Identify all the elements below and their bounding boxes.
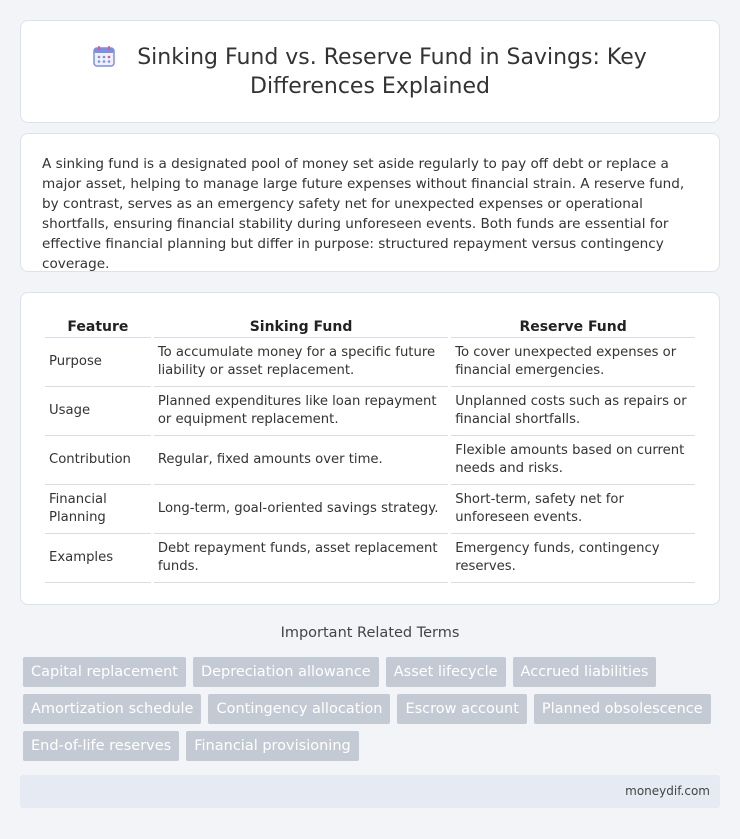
related-term-tag[interactable]: Depreciation allowance <box>193 657 379 687</box>
comparison-table <box>42 316 698 583</box>
footer-site-link[interactable]: moneydif.com <box>625 784 710 798</box>
table-row <box>45 338 695 387</box>
row-feature: Financial Planning <box>45 485 151 534</box>
title-line-2: Differences Explained <box>250 74 490 99</box>
table-header-row <box>45 316 695 338</box>
table-row <box>45 534 695 583</box>
row-sinking: To accumulate money for a specific future liability or asset replacement. <box>154 338 448 387</box>
row-sinking: Long-term, goal-oriented savings strategy. <box>154 485 448 534</box>
table-row <box>45 485 695 534</box>
related-term-tag[interactable]: Contingency allocation <box>208 694 390 724</box>
related-term-tag[interactable]: Amortization schedule <box>23 694 201 724</box>
row-sinking: Planned expenditures like loan repayment or equipment replacement. <box>154 387 448 436</box>
row-reserve: Emergency funds, contingency reserves. <box>451 534 695 583</box>
related-term-tag[interactable]: Capital replacement <box>23 657 186 687</box>
intro-paragraph: A sinking fund is a designated pool of money set aside regularly to pay off debt or replace a major asset, helping to manage large future expenses without financial strain. A reserve fund, by contrast, serves as an emergency safety net for unexpected expenses or operational shortfalls, ensuring financial stability during unforeseen events. Both funds are essential for effective financial planning but differ in purpose: structured repayment versus contingency coverage. <box>42 156 685 272</box>
row-reserve: Unplanned costs such as repairs or financial shortfalls. <box>451 387 695 436</box>
related-term-tag[interactable]: Planned obsolescence <box>534 694 711 724</box>
calendar-icon <box>93 45 115 67</box>
intro-card <box>20 133 720 272</box>
row-sinking: Regular, fixed amounts over time. <box>154 436 448 485</box>
row-feature: Purpose <box>45 338 151 387</box>
table-row <box>45 436 695 485</box>
page-title <box>21 43 719 101</box>
row-reserve: Flexible amounts based on current needs and risks. <box>451 436 695 485</box>
footer <box>20 775 720 808</box>
row-feature: Contribution <box>45 436 151 485</box>
row-sinking: Debt repayment funds, asset replacement funds. <box>154 534 448 583</box>
table-row <box>45 387 695 436</box>
related-term-tag[interactable]: Asset lifecycle <box>386 657 506 687</box>
title-card <box>20 20 720 123</box>
row-reserve: Short-term, safety net for unforeseen events. <box>451 485 695 534</box>
row-feature: Usage <box>45 387 151 436</box>
related-term-tag[interactable]: Escrow account <box>397 694 526 724</box>
row-reserve: To cover unexpected expenses or financial emergencies. <box>451 338 695 387</box>
row-feature: Examples <box>45 534 151 583</box>
related-terms-heading: Important Related Terms <box>280 625 460 641</box>
header-feature: Feature <box>45 316 151 338</box>
related-terms-list <box>23 657 713 761</box>
related-term-tag[interactable]: Accrued liabilities <box>513 657 657 687</box>
header-reserve-fund: Reserve Fund <box>451 316 695 338</box>
header-sinking-fund: Sinking Fund <box>154 316 448 338</box>
title-line-1: Sinking Fund vs. Reserve Fund in Savings: Key <box>137 45 647 70</box>
related-term-tag[interactable]: End-of-life reserves <box>23 731 179 761</box>
related-term-tag[interactable]: Financial provisioning <box>186 731 359 761</box>
comparison-card <box>20 292 720 605</box>
